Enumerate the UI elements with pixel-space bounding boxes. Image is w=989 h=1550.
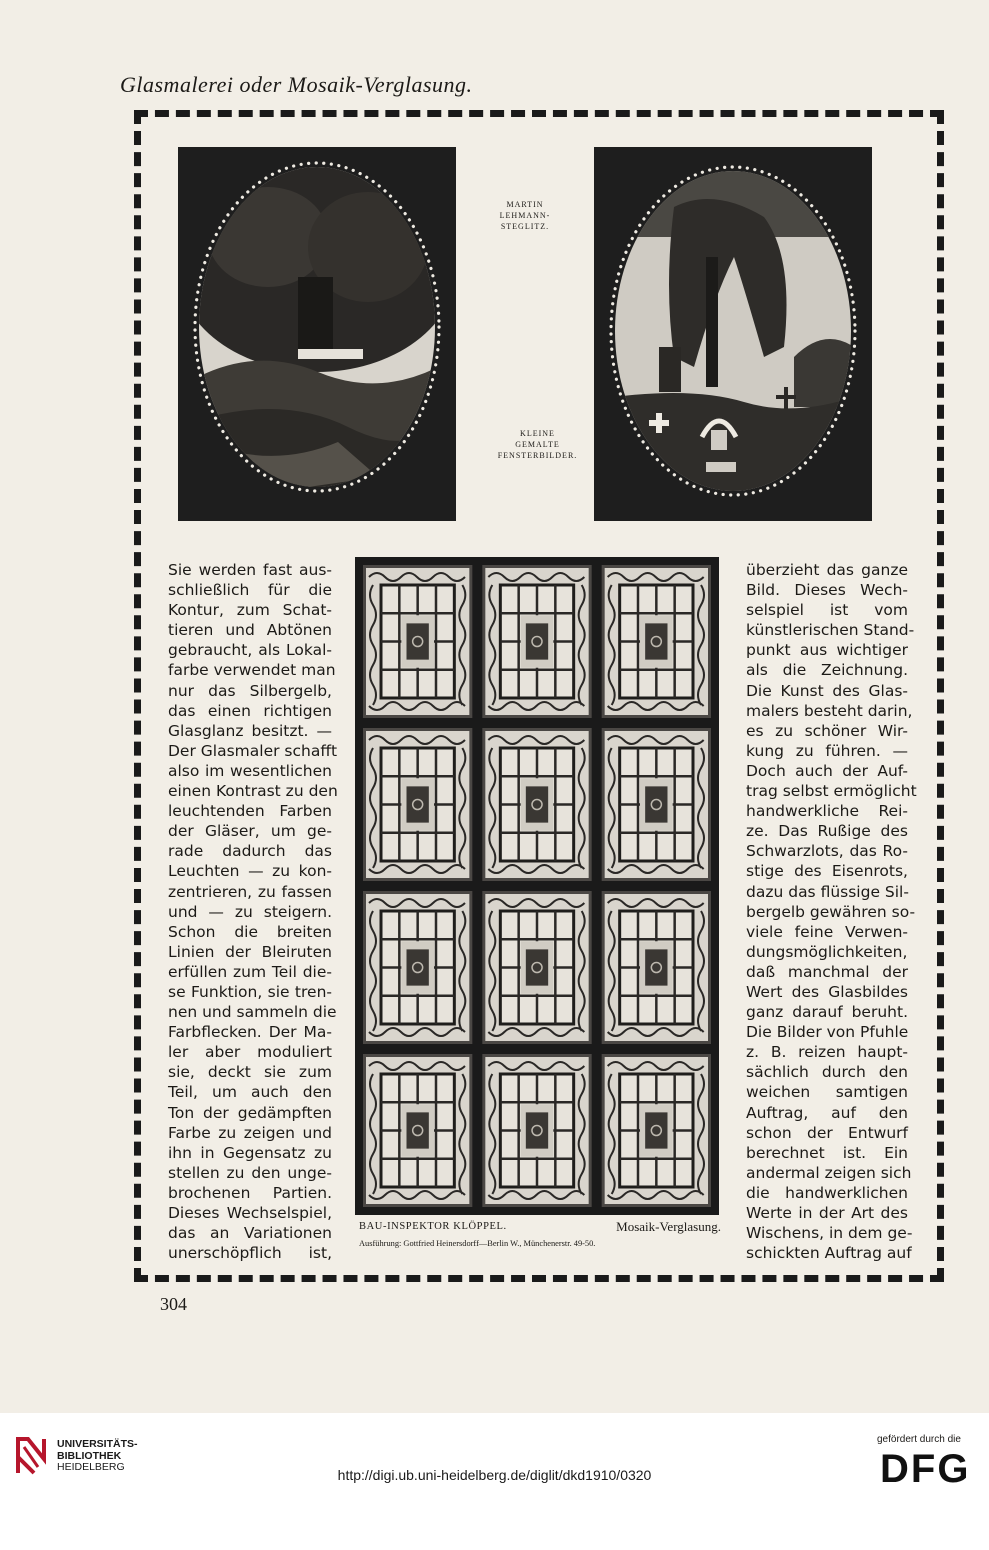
running-header: Glasmalerei oder Mosaik-Verglasung. xyxy=(120,72,473,97)
mosaic-glazing-window xyxy=(355,557,719,1215)
caption-line: GEMALTE xyxy=(515,440,560,449)
text-line: unerschöpflich ist, xyxy=(168,1244,332,1263)
text-line: Glasglanz besitzt. — xyxy=(168,721,332,740)
text-line: nen und sammeln die xyxy=(168,1003,337,1022)
text-line: ze. Das Rußige des xyxy=(746,822,908,841)
text-line: Die Bilder von Pfuhle xyxy=(746,1023,909,1042)
text-line: Werte in der Art des xyxy=(746,1204,908,1222)
text-line: Leuchten — zu kon- xyxy=(168,862,332,881)
text-line: Wert des Glasbildes xyxy=(746,982,908,1001)
text-line: Farbflecken. Der Ma- xyxy=(168,1023,332,1042)
motif-pane xyxy=(526,949,548,985)
text-line: das einen richtigen xyxy=(168,701,332,720)
page-number: 304 xyxy=(160,1294,187,1314)
text-line: schließlich für die xyxy=(168,581,332,600)
library-name-line: BIBLIOTHEK xyxy=(57,1449,122,1462)
text-line: dazu das flüssige Sil- xyxy=(746,882,909,901)
oval-window-tree xyxy=(178,147,456,521)
motif-pane xyxy=(645,1112,667,1148)
text-line: die handwerklichen xyxy=(746,1183,908,1202)
text-line: erfüllen zum Teil die- xyxy=(168,962,332,981)
text-line: Der Glasmaler schafft xyxy=(168,741,338,760)
text-line: berechnet ist. Ein xyxy=(746,1143,908,1162)
caption-artist xyxy=(470,199,580,232)
right-text-column xyxy=(746,560,917,1263)
text-line: künstlerischen Stand- xyxy=(746,621,915,640)
text-line: se Funktion, sie tren- xyxy=(168,982,332,1001)
motif-pane xyxy=(526,1112,548,1148)
text-line: Kontur, zum Schat- xyxy=(168,601,332,620)
text-line: gebraucht, als Lokal- xyxy=(168,641,332,660)
text-line: schickten Auftrag auf xyxy=(746,1244,912,1263)
text-line: farbe verwendet man xyxy=(168,661,336,680)
text-line: zentrieren, zu fassen xyxy=(168,882,332,901)
text-line: brochenen Partien. xyxy=(168,1183,332,1202)
text-line: rade dadurch das xyxy=(168,842,332,861)
motif-pane xyxy=(645,786,667,822)
text-line: z. B. reizen haupt- xyxy=(746,1043,908,1062)
text-line: nur das Silbergelb, xyxy=(168,681,332,700)
text-line: Doch auch der Auf- xyxy=(746,761,908,780)
caption-line: MARTIN xyxy=(506,200,544,209)
mosaic-caption xyxy=(359,1221,721,1248)
motif-pane xyxy=(407,623,429,659)
funding-note: gefördert durch die xyxy=(877,1434,961,1445)
text-line: also im wesentlichen xyxy=(168,761,332,780)
text-line: das an Variationen xyxy=(168,1224,332,1243)
oval-window-willow-grave xyxy=(594,147,872,521)
text-line: viele feine Verwen- xyxy=(746,922,908,941)
text-line: kung zu führen. — xyxy=(746,741,908,760)
motif-pane xyxy=(407,1112,429,1148)
text-line: überzieht das ganze xyxy=(746,561,908,579)
text-line: andermal zeigen sich xyxy=(746,1163,912,1182)
dfg-logo: DFG xyxy=(880,1447,971,1491)
text-line: einen Kontrast zu den xyxy=(168,782,338,801)
text-line: Die Kunst des Glas- xyxy=(746,681,908,700)
text-line: Schwarzlots, das Ro- xyxy=(746,842,908,861)
text-line: punkt aus wichtiger xyxy=(746,641,908,660)
text-line: handwerkliche Rei- xyxy=(746,802,908,821)
motif-pane xyxy=(407,786,429,822)
text-line: Dieses Wechselspiel, xyxy=(168,1204,332,1222)
caption-line: FENSTERBILDER. xyxy=(497,451,578,460)
text-line: als die Zeichnung. xyxy=(746,661,908,680)
text-line: stige des Eisenrots, xyxy=(746,862,908,881)
text-line: schon der Entwurf xyxy=(746,1123,908,1142)
mosaic-caption-execution: Ausführung: Gottfried Heinersdorff—Berlin W., Münchenerstr. 49-50. xyxy=(359,1239,596,1248)
text-line: es zu schöner Wir- xyxy=(746,721,908,740)
left-text-column xyxy=(168,560,338,1263)
text-line: stellen zu den unge- xyxy=(168,1163,332,1182)
text-line: und — zu steigern. xyxy=(168,902,332,921)
text-line: Linien der Bleiruten xyxy=(168,942,332,961)
text-line: bergelb gewähren so- xyxy=(746,902,916,921)
text-line: ihn in Gegensatz zu xyxy=(168,1143,332,1162)
text-line: ler aber moduliert xyxy=(168,1043,332,1062)
motif-pane xyxy=(526,786,548,822)
motif-pane xyxy=(407,949,429,985)
text-line: der Gläser, um ge- xyxy=(168,822,332,841)
caption-line: STEGLITZ. xyxy=(500,222,550,231)
text-line: selspiel ist vom xyxy=(746,601,908,620)
text-line: Wischens, in dem ge- xyxy=(746,1224,913,1243)
text-line: sie, deckt sie zum xyxy=(168,1063,332,1082)
text-line: weichen samtigen xyxy=(746,1083,908,1102)
motif-pane xyxy=(526,623,548,659)
caption-line: KLEINE xyxy=(520,429,555,438)
caption-subject xyxy=(475,428,600,461)
library-name-line: UNIVERSITÄTS- xyxy=(57,1438,138,1450)
text-line: Teil, um auch den xyxy=(168,1083,332,1102)
text-line: leuchtenden Farben xyxy=(168,802,332,821)
text-line: Auftrag, auf den xyxy=(746,1103,908,1122)
text-line: ganz darauf beruht. xyxy=(746,1003,908,1022)
text-line: Farbe zu zeigen und xyxy=(168,1123,332,1142)
text-line: Schon die breiten xyxy=(168,922,332,941)
text-line: Sie werden fast aus- xyxy=(168,561,332,579)
library-name-line: HEIDELBERG xyxy=(57,1461,125,1473)
text-line: sächlich durch den xyxy=(746,1063,908,1082)
permalink-url[interactable]: http://digi.ub.uni-heidelberg.de/diglit/dkd1910/0320 xyxy=(337,1467,652,1483)
text-line: tieren und Abtönen xyxy=(168,621,332,640)
motif-pane xyxy=(645,949,667,985)
motif-pane xyxy=(645,623,667,659)
text-line: Ton der gedämpften xyxy=(168,1103,332,1122)
text-line: Bild. Dieses Wech- xyxy=(746,581,908,600)
text-line: daß manchmal der xyxy=(746,962,908,981)
mosaic-caption-title: Mosaik-Verglasung. xyxy=(616,1219,721,1234)
text-line: trag selbst ermöglicht xyxy=(746,782,917,801)
mosaic-caption-designer: BAU-INSPEKTOR KLÖPPEL. xyxy=(359,1221,507,1232)
text-line: malers besteht darin, xyxy=(746,701,913,720)
caption-line: LEHMANN- xyxy=(499,211,551,220)
text-line: dungsmöglichkeiten, xyxy=(746,942,908,961)
